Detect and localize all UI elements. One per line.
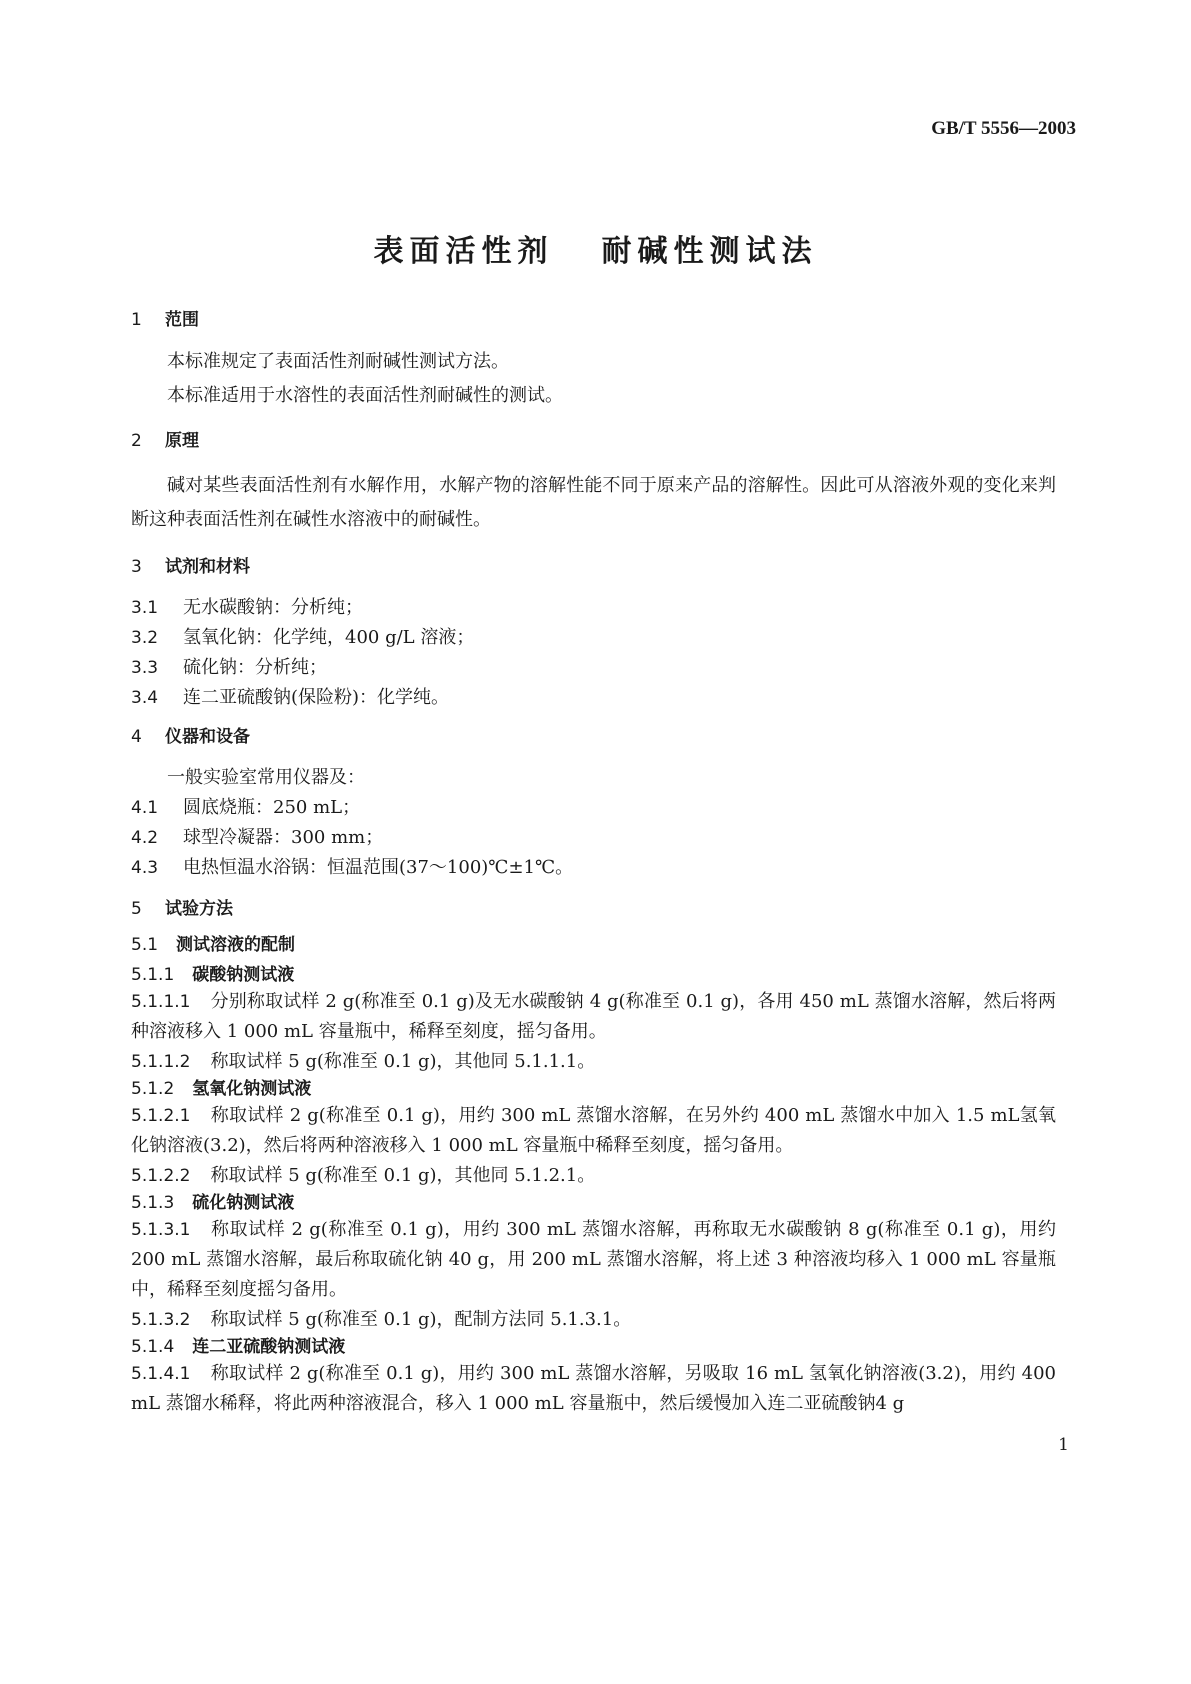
section-title: 仪器和设备 xyxy=(165,727,250,747)
item-number: 3.3 xyxy=(131,658,159,678)
section-heading-4 xyxy=(131,725,1056,749)
subsection-title: 测试溶液的配制 xyxy=(176,935,296,955)
section-number: 3 xyxy=(131,557,142,577)
section-title: 原理 xyxy=(165,431,199,451)
clause-text: 称取试样 5 g(称准至 0.1 g)，配制方法同 5.1.3.1。 xyxy=(210,1309,632,1330)
clause-text: 称取试样 2 g(称准至 0.1 g)，用约 300 mL 蒸馏水溶解，再称取无水碳酸钠 8 g(称准至 0.1 g)，用约 200 mL 蒸馏水溶解，最后称取硫化钠 40 g，用 200 mL 蒸馏水溶解，将上述 3 种溶液均移入 1 000 mL 容量瓶中，稀释至刻度摇匀备用。 xyxy=(131,1219,1056,1300)
clause xyxy=(131,1215,1056,1305)
clause-text: 称取试样 2 g(称准至 0.1 g)，用约 300 mL 蒸馏水溶解，另吸取 16 mL 氢氧化钠溶液(3.2)，用约 400 mL 蒸馏水稀释，将此两种溶液混合，移入 1 000 mL 容量瓶中，然后缓慢加入连二亚硫酸钠4 g xyxy=(131,1363,1056,1414)
subsection-number: 5.1.2 xyxy=(131,1079,175,1099)
item-text: 连二亚硫酸钠(保险粉)：化学纯。 xyxy=(183,687,450,708)
section-number: 2 xyxy=(131,431,142,451)
section-title: 范围 xyxy=(165,310,199,330)
section-heading-3 xyxy=(131,555,1056,579)
list-item xyxy=(131,653,1056,683)
paragraph: 本标准规定了表面活性剂耐碱性测试方法。 xyxy=(167,351,509,372)
subsection-title: 硫化钠测试液 xyxy=(192,1193,295,1213)
subsection-title: 连二亚硫酸钠测试液 xyxy=(192,1337,346,1357)
clause-text: 称取试样 2 g(称准至 0.1 g)，用约 300 mL 蒸馏水溶解，在另外约 400 mL 蒸馏水中加入 1.5 mL氢氧化钠溶液(3.2)，然后将两种溶液移入 1 000 mL 容量瓶中稀释至刻度，摇匀备用。 xyxy=(131,1105,1056,1156)
subsection-heading xyxy=(131,1077,1056,1101)
paragraph: 碱对某些表面活性剂有水解作用，水解产物的溶解性能不同于原来产品的溶解性。因此可从溶液外观的变化来判断这种表面活性剂在碱性水溶液中的耐碱性。 xyxy=(131,475,1056,530)
clause xyxy=(131,1305,1056,1335)
clause-text: 称取试样 5 g(称准至 0.1 g)，其他同 5.1.2.1。 xyxy=(210,1165,596,1186)
title-part-1: 表面活性剂 xyxy=(373,234,554,269)
subsection-title: 氢氧化钠测试液 xyxy=(192,1079,312,1099)
section-heading-1 xyxy=(131,308,1056,332)
subsection-number: 5.1 xyxy=(131,935,159,955)
section-heading-2 xyxy=(131,429,1056,453)
paragraph: 本标准适用于水溶性的表面活性剂耐碱性的测试。 xyxy=(167,385,563,406)
clause xyxy=(131,1101,1056,1161)
clause-number: 5.1.4.1 xyxy=(131,1364,191,1384)
clause-text: 分别称取试样 2 g(称准至 0.1 g)及无水碳酸钠 4 g(称准至 0.1 g)，各用 450 mL 蒸馏水溶解，然后将两种溶液移入 1 000 mL 容量瓶中，稀释至刻度，摇匀备用。 xyxy=(131,991,1056,1042)
item-number: 4.3 xyxy=(131,858,159,878)
list-item xyxy=(131,593,1056,623)
item-text: 硫化钠：分析纯； xyxy=(183,657,327,678)
paragraph: 一般实验室常用仪器及： xyxy=(167,767,365,788)
subsection-heading xyxy=(131,1335,1056,1359)
section-number: 4 xyxy=(131,727,142,747)
clause xyxy=(131,1161,1056,1191)
clause-number: 5.1.2.2 xyxy=(131,1166,191,1186)
list-item xyxy=(131,683,1056,713)
section-title: 试验方法 xyxy=(165,899,233,919)
subsection-number: 5.1.3 xyxy=(131,1193,175,1213)
clause-number: 5.1.1.1 xyxy=(131,992,191,1012)
clause xyxy=(131,1359,1056,1419)
subsection-number: 5.1.1 xyxy=(131,965,175,985)
title-part-2: 耐碱性测试法 xyxy=(601,234,818,269)
item-number: 3.1 xyxy=(131,598,159,618)
item-text: 氢氧化钠：化学纯，400 g/L 溶液； xyxy=(183,627,475,648)
item-text: 无水碳酸钠：分析纯； xyxy=(183,597,363,618)
subsection-title: 碳酸钠测试液 xyxy=(192,965,295,985)
clause-number: 5.1.1.2 xyxy=(131,1052,191,1072)
clause xyxy=(131,1047,1056,1077)
item-number: 4.2 xyxy=(131,828,159,848)
section-title: 试剂和材料 xyxy=(165,557,250,577)
section-number: 1 xyxy=(131,310,142,330)
document-body xyxy=(131,308,1056,1419)
clause-text: 称取试样 5 g(称准至 0.1 g)，其他同 5.1.1.1。 xyxy=(210,1051,596,1072)
item-number: 4.1 xyxy=(131,798,159,818)
document-title xyxy=(0,226,1191,270)
section-heading-5 xyxy=(131,897,1056,921)
subsection-heading xyxy=(131,933,1056,957)
page-number: 1 xyxy=(1058,1435,1069,1455)
item-text: 圆底烧瓶：250 mL； xyxy=(183,797,361,818)
item-number: 3.2 xyxy=(131,628,159,648)
standard-code: GB/T 5556—2003 xyxy=(931,118,1076,139)
clause xyxy=(131,987,1056,1047)
item-number: 3.4 xyxy=(131,688,159,708)
section-number: 5 xyxy=(131,899,142,919)
item-text: 电热恒温水浴锅：恒温范围(37～100)℃±1℃。 xyxy=(183,857,574,878)
list-item xyxy=(131,623,1056,653)
list-item xyxy=(131,823,1056,853)
subsection-number: 5.1.4 xyxy=(131,1337,175,1357)
item-text: 球型冷凝器：300 mm； xyxy=(183,827,384,848)
list-item xyxy=(131,853,1056,883)
clause-number: 5.1.2.1 xyxy=(131,1106,191,1126)
clause-number: 5.1.3.1 xyxy=(131,1220,191,1240)
subsection-heading xyxy=(131,963,1056,987)
list-item xyxy=(131,793,1056,823)
subsection-heading xyxy=(131,1191,1056,1215)
clause-number: 5.1.3.2 xyxy=(131,1310,191,1330)
